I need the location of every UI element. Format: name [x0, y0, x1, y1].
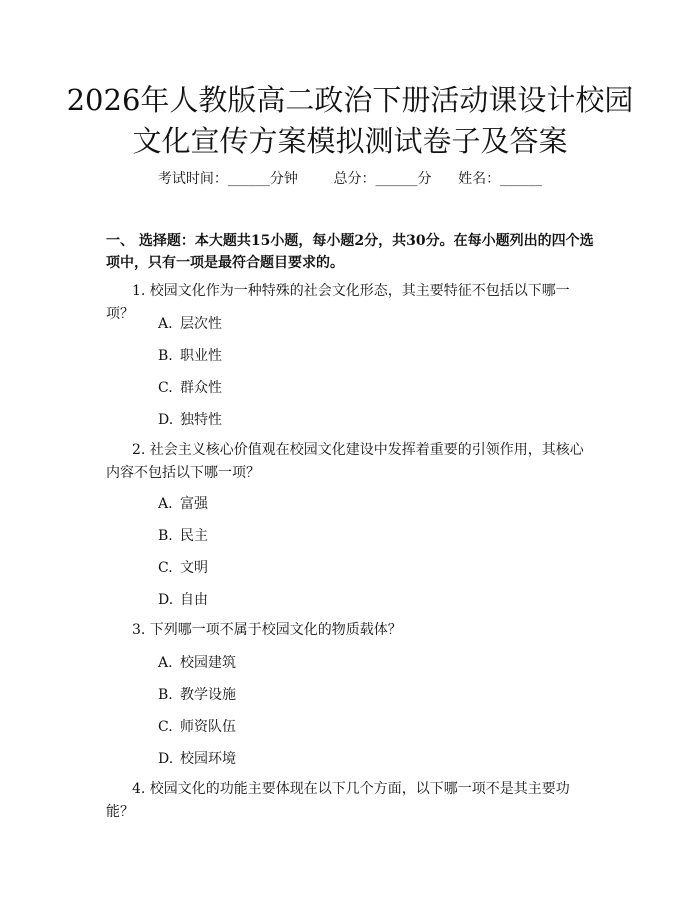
option-letter: C.	[158, 380, 173, 396]
question-1: 1. 校园文化作为一种特殊的社会文化形态，其主要特征不包括以下哪一项？	[106, 283, 570, 322]
time-blank: ______	[227, 171, 270, 187]
option-letter: A.	[158, 655, 173, 671]
option-text: 层次性	[180, 316, 222, 332]
question-1-option-b	[158, 345, 222, 367]
option-letter: B.	[158, 348, 173, 364]
option-letter: D.	[158, 592, 174, 608]
question-1-option-d	[158, 409, 222, 431]
time-unit: 分钟	[269, 171, 298, 187]
option-letter: A.	[158, 316, 173, 332]
option-text: 职业性	[180, 348, 222, 364]
question-3-option-a	[158, 652, 236, 674]
question-1-option-c	[158, 377, 222, 399]
option-letter: C.	[158, 560, 173, 576]
question-2-option-b	[158, 525, 208, 547]
option-letter: A.	[158, 496, 173, 512]
option-letter: B.	[158, 687, 173, 703]
score-unit: 分	[417, 171, 432, 187]
question-1-option-a	[158, 313, 222, 335]
question-2: 2. 社会主义核心价值观在校园文化建设中发挥着重要的引领作用，其核心内容不包括以下哪一项？	[106, 442, 584, 481]
question-3-option-d	[158, 748, 236, 770]
option-text: 文明	[180, 560, 208, 576]
option-text: 师资队伍	[180, 719, 236, 735]
question-3-option-c	[158, 716, 236, 738]
option-letter: B.	[158, 528, 173, 544]
question-2-option-c	[158, 557, 208, 579]
option-letter: C.	[158, 719, 173, 735]
option-letter: D.	[158, 751, 174, 767]
score-blank: ______	[375, 171, 418, 187]
option-text: 校园环境	[180, 751, 236, 767]
page-title-line2: 文化宣传方案模拟测试卷子及答案	[132, 124, 568, 158]
question-4: 4. 校园文化的功能主要体现在以下几个方面，以下哪一项不是其主要功能？	[106, 781, 570, 820]
option-text: 校园建筑	[180, 655, 236, 671]
page-title-line1: 2026年人教版高二政治下册活动课设计校园	[66, 83, 634, 117]
question-3: 3. 下列哪一项不属于校园文化的物质载体？	[132, 622, 402, 638]
exam-info	[0, 168, 700, 188]
name-label: 姓名：	[458, 171, 501, 187]
option-text: 自由	[180, 592, 208, 608]
name-blank: ______	[500, 171, 543, 187]
question-2-option-d	[158, 589, 208, 611]
question-2-option-a	[158, 493, 208, 515]
option-text: 独特性	[180, 412, 222, 428]
option-text: 群众性	[180, 380, 222, 396]
option-text: 富强	[180, 496, 208, 512]
time-label: 考试时间：	[157, 171, 228, 187]
option-text: 民主	[180, 528, 208, 544]
section-heading-choice: 一、 选择题：本大题共15小题，每小题2分，共30分。在每小题列出的四个选项中，只有一项是最符合题目要求的。	[106, 233, 594, 271]
score-label: 总分：	[333, 171, 376, 187]
option-letter: D.	[158, 412, 174, 428]
option-text: 教学设施	[180, 687, 236, 703]
question-3-option-b	[158, 684, 236, 706]
